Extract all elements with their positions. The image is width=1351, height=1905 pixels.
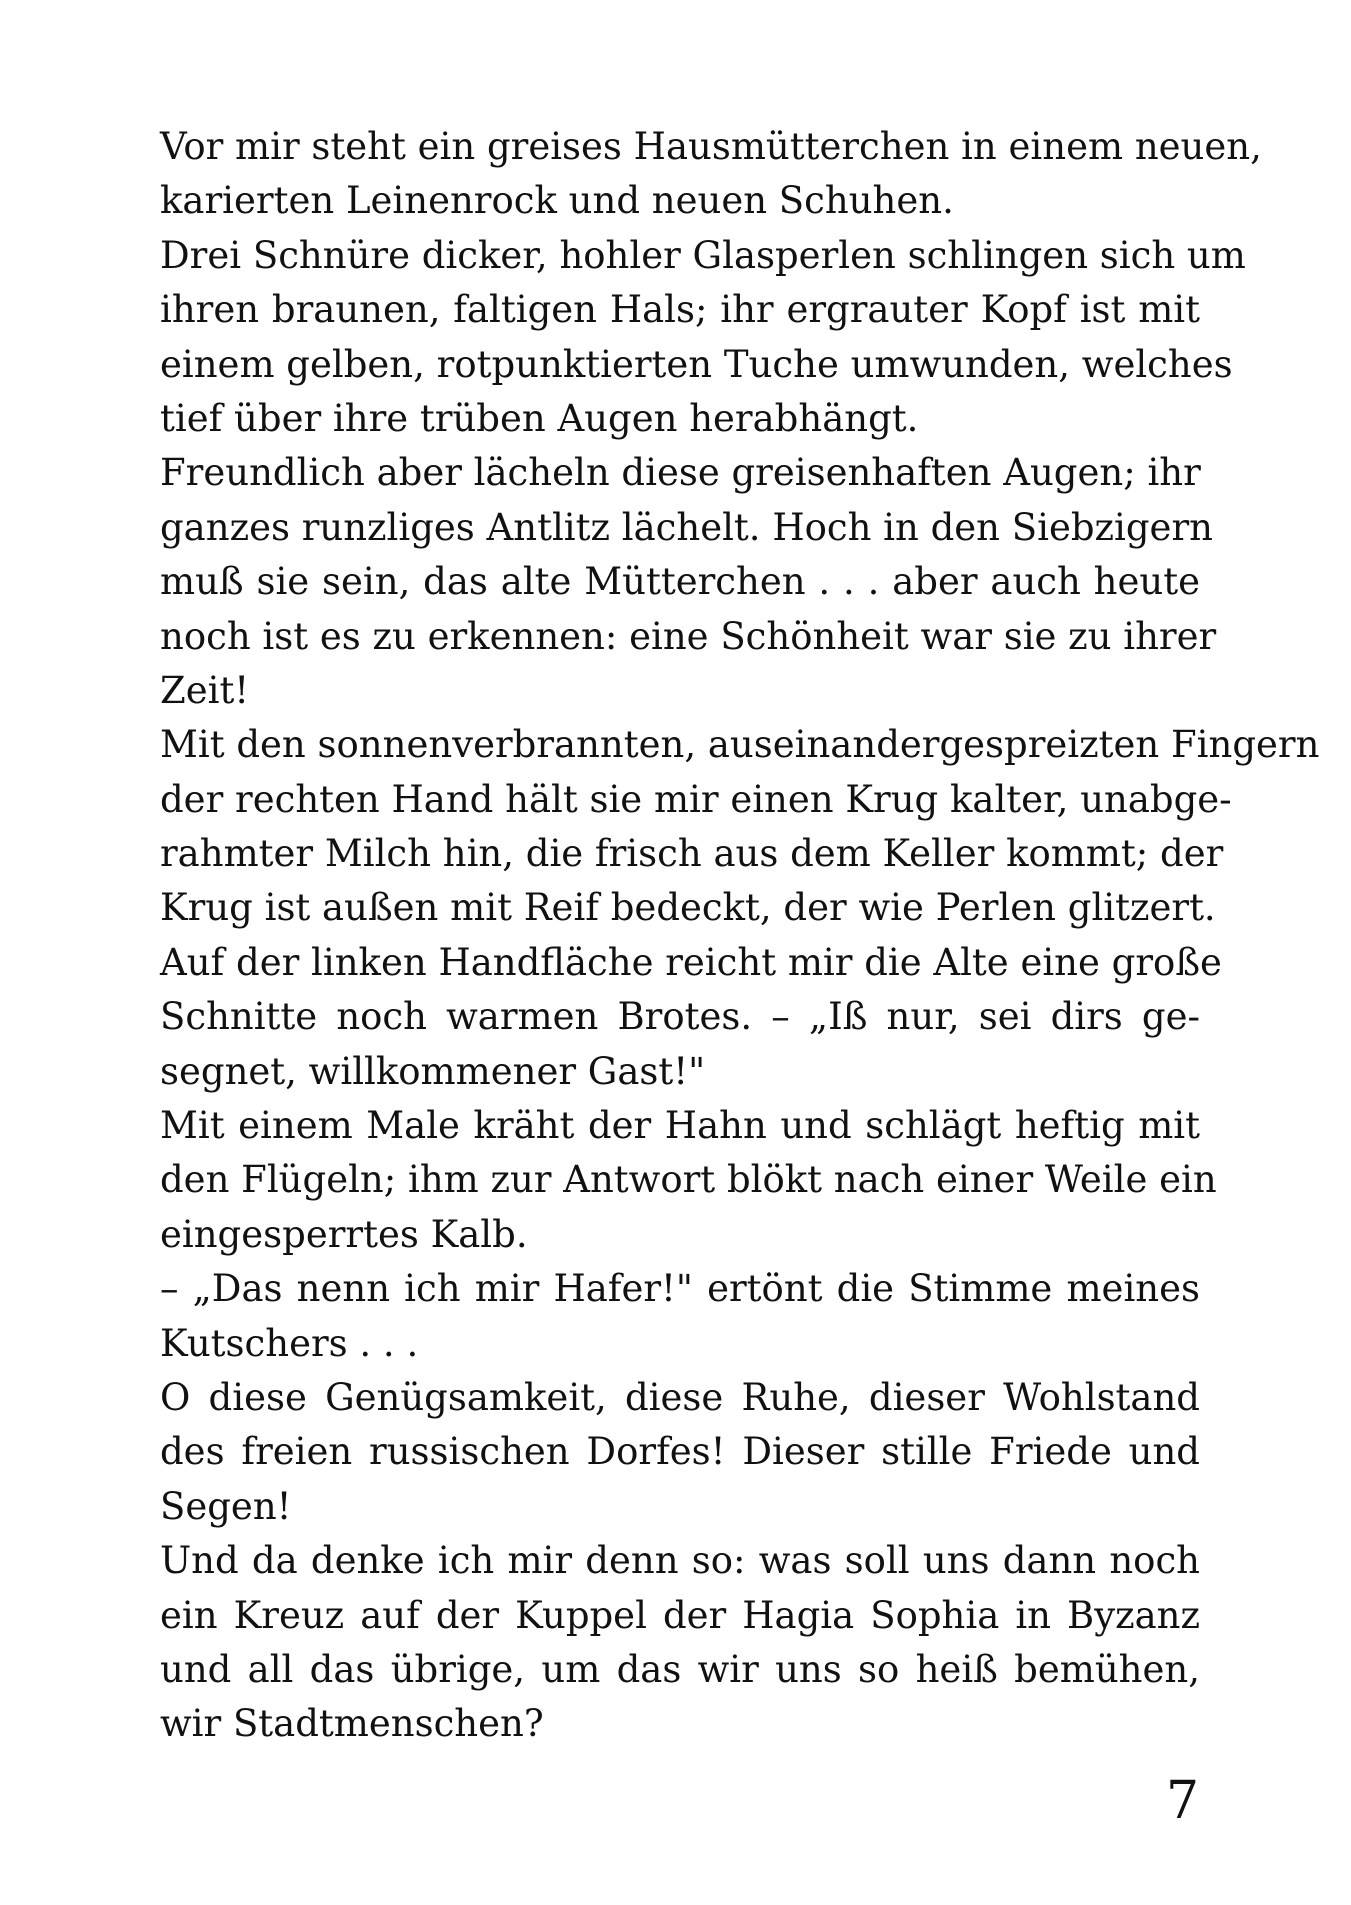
- text-line: Mit den sonnenverbrannten, auseinandergespreizten Fingern: [160, 723, 1320, 767]
- text-line: Schnitte noch warmen Brotes. – „Iß nur, sei dirs ge-: [160, 995, 1200, 1039]
- text-line: noch ist es zu erkennen: eine Schönheit war sie zu ihrer: [160, 614, 1217, 658]
- text-line: rahmter Milch hin, die frisch aus dem Keller kommt; der: [160, 832, 1224, 876]
- text-line: – „Das nenn ich mir Hafer!" ertönt die Stimme meines: [160, 1267, 1200, 1311]
- text-line: Segen!: [160, 1484, 292, 1528]
- text-line: den Flügeln; ihm zur Antwort blökt nach einer Weile ein: [160, 1158, 1217, 1202]
- text-line: Und da denke ich mir denn so: was soll uns dann noch: [160, 1539, 1200, 1583]
- text-line: Kutschers . . .: [160, 1321, 419, 1365]
- paragraph-2: [160, 229, 1246, 447]
- text-line: segnet, willkommener Gast!": [160, 1049, 706, 1093]
- paragraph-3: [160, 446, 1217, 718]
- text-line: Vor mir steht ein greises Hausmütterchen in einem neuen,: [160, 125, 1262, 168]
- paragraph-8: [160, 1534, 1200, 1752]
- text-line: eingesperrtes Kalb.: [160, 1212, 528, 1256]
- text-line: karierten Leinenrock und neuen Schuhen.: [160, 179, 954, 223]
- text-line: Mit einem Male kräht der Hahn und schlägt heftig mit: [160, 1104, 1200, 1148]
- text-line: Krug ist außen mit Reif bedeckt, der wie Perlen glitzert.: [160, 886, 1216, 930]
- text-line: und all das übrige, um das wir uns so heiß bemühen,: [160, 1647, 1200, 1691]
- text-line: O diese Genügsamkeit, diese Ruhe, dieser Wohlstand: [160, 1375, 1200, 1419]
- paragraph-4: [160, 718, 1320, 1099]
- text-line: muß sie sein, das alte Mütterchen . . . aber auch heute: [160, 560, 1200, 604]
- paragraph-1: [160, 120, 1262, 229]
- text-line: wir Stadtmenschen?: [160, 1702, 544, 1746]
- text-line: einem gelben, rotpunktierten Tuche umwunden, welches: [160, 342, 1233, 386]
- body-text: [160, 120, 1320, 1752]
- text-line: tief über ihre trüben Augen herabhängt.: [160, 396, 919, 440]
- text-line: Freundlich aber lächeln diese greisenhaften Augen; ihr: [160, 451, 1201, 495]
- text-line: ganzes runzliges Antlitz lächelt. Hoch in den Siebzigern: [160, 505, 1213, 549]
- text-line: ein Kreuz auf der Kuppel der Hagia Sophia in Byzanz: [160, 1593, 1200, 1637]
- text-line: Zeit!: [160, 668, 250, 712]
- text-line: des freien russischen Dorfes! Dieser stille Friede und: [160, 1430, 1200, 1474]
- paragraph-7: [160, 1371, 1200, 1534]
- text-line: Auf der linken Handfläche reicht mir die Alte eine große: [160, 940, 1222, 984]
- page-number: 7: [1166, 1771, 1200, 1831]
- paragraph-6: [160, 1262, 1200, 1371]
- paragraph-5: [160, 1099, 1217, 1262]
- text-line: der rechten Hand hält sie mir einen Krug kalter, unabge-: [160, 777, 1232, 821]
- text-line: Drei Schnüre dicker, hohler Glasperlen schlingen sich um: [160, 233, 1246, 277]
- text-line: ihren braunen, faltigen Hals; ihr ergrauter Kopf ist mit: [160, 288, 1200, 332]
